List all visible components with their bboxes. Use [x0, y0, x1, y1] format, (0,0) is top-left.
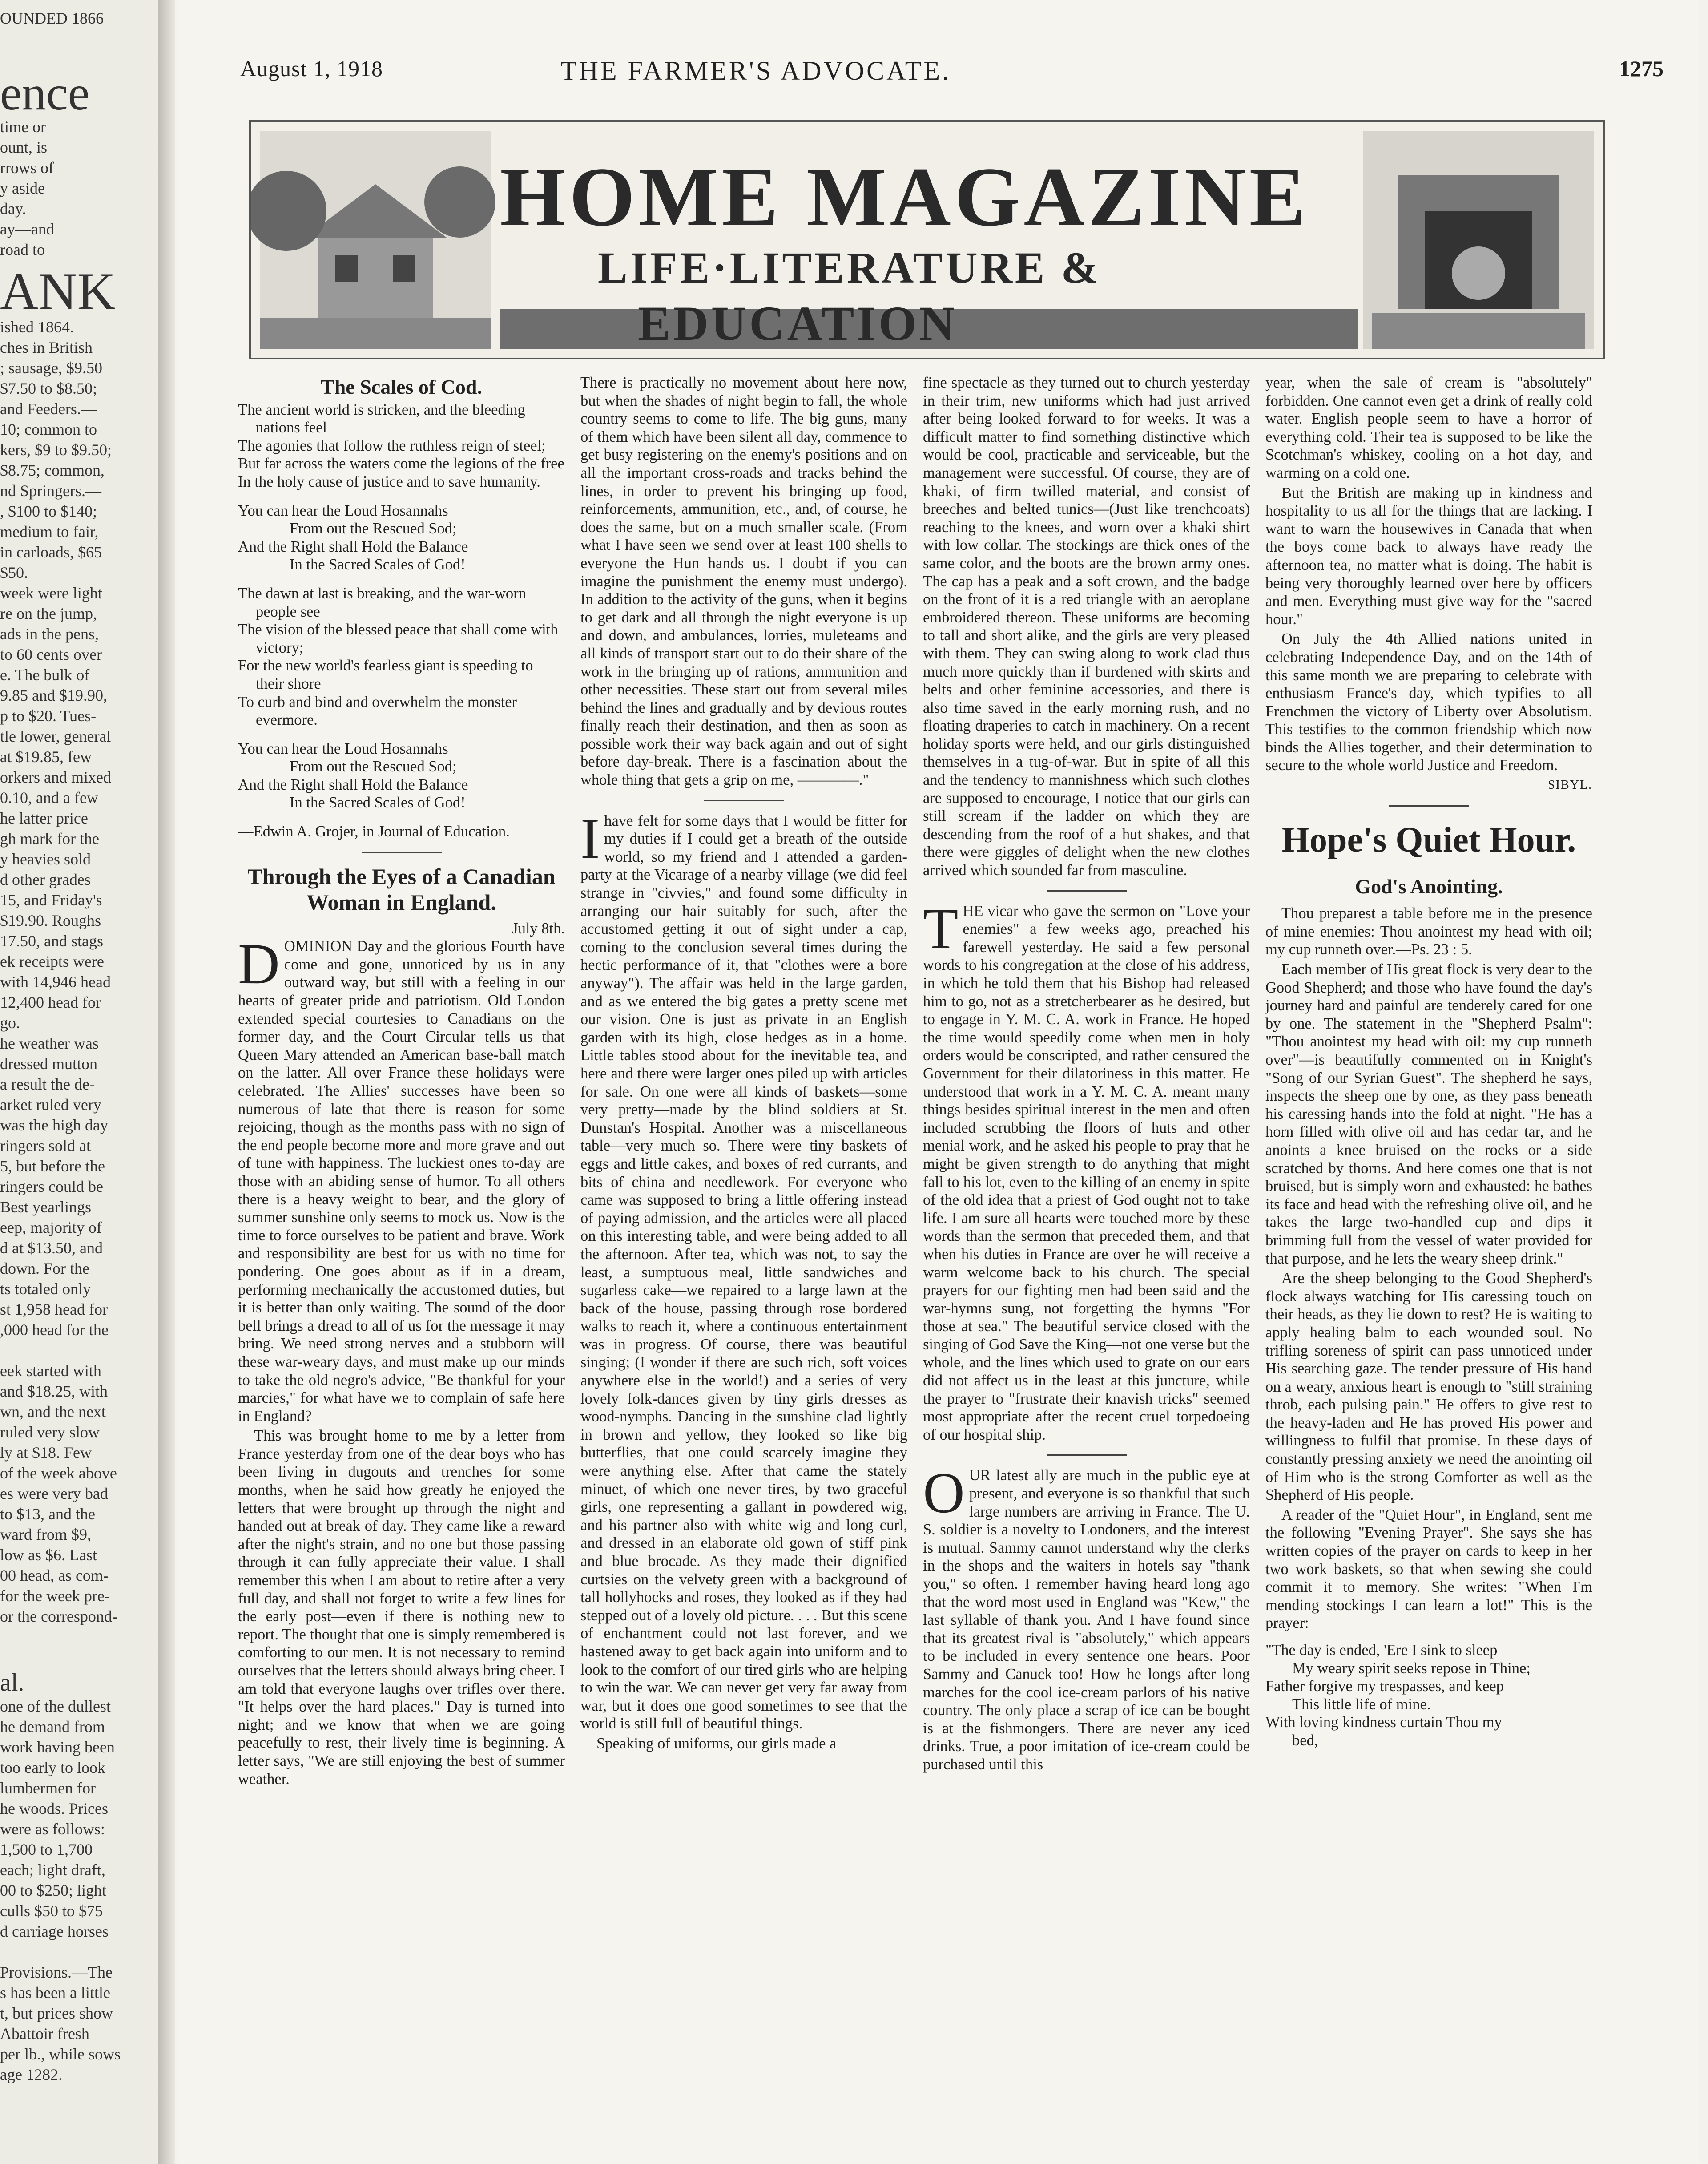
section-title: Hope's Quiet Hour.: [1281, 820, 1576, 860]
facing-page-text: he demand from: [0, 1718, 105, 1736]
facing-page-text: too early to look: [0, 1759, 105, 1776]
facing-page-text: lumbermen for: [0, 1779, 96, 1797]
poem-stanza: [238, 502, 565, 574]
facing-page-text: ; sausage, $9.50: [0, 359, 102, 377]
facing-page-text: ay—and: [0, 220, 54, 238]
newspaper-page: [178, 0, 1699, 2164]
facing-page-text: for the week pre-: [0, 1587, 110, 1605]
article-title: Through the Eyes of a Canadian Woman in England.: [247, 864, 556, 915]
prayer-line: "The day is ended, 'Ere I sink to sleep: [1265, 1642, 1498, 1659]
facing-page-text: re on the jump,: [0, 605, 97, 622]
poem-line: The ancient world is stricken, and the bleeding nations feel: [238, 401, 525, 436]
facing-page-text: of the week above: [0, 1464, 117, 1482]
article-paragraph: On July the 4th Allied nations united in celebrating Independence Day, and on the 14th of this same month we are preparing to celebrate with enthusiasm France's day, which typifies to all Frenchmen the victory of Liberty over Absolutism. This testifies to the common friendship which now binds the Allies together, and their determination to secure to the whole world Justice and Freedom.: [1265, 630, 1592, 774]
article-paragraph: Speaking of uniforms, our girls made a: [596, 1735, 837, 1752]
epigraph: Thou preparest a table before me in the presence of mine enemies: Thou anointest my head with oil; my cup runneth over.—Ps. 23 : 5.: [1265, 905, 1592, 958]
sermon-paragraph: Each member of His great flock is very dear to the Good Shepherd; and those who have found the day's journey hard and painful are tenderely cared for one by one. The statement in the "Shepherd Psalm": "Thou anointest my head with oil: my cup runneth over"—is beautifully commented on in Knight's "Song of our Syrian Guest". The shepherd he says, inspects the sheep one by one, as they pass beneath his caressing hands into the fold at night. "He has a horn filled with olive oil and has cedar tar, and he anoints a knee bruised on the rocks or a side scratched by thorns. And here comes one that is not bruised, but is simply worn and exhausted: he bathes its face and head with the refreshing olive oil, and he takes the large two-handled cup and dips it brimming full from the vessel of water provided for that purpose, and he lets the weary sheep drink.": [1265, 961, 1592, 1267]
facing-page-text: ringers could be: [0, 1178, 103, 1195]
facing-page-text: d other grades: [0, 871, 91, 888]
article-paragraph: But the British are making up in kindness and hospitality to us all for the things that are lacking. I want to warn the housewives in Canada that when the boys come back to always have ready the afternoon tea, no matter what is doing. The habit is being very thoroughly learned over here by officers and men. Everything must give way for the "sacred hour.": [1265, 484, 1592, 628]
article-paragraph: year, when the sale of cream is "absolutely" forbidden. One cannot even get a drink of really cold water. English people seem to have a horror of everything cold. Their tea is supposed to be like the Scotchman's whiskey, cooling on a hot day, and warming on a cold one.: [1265, 374, 1592, 481]
poem-line: And the Right shall Hold the Balance: [238, 538, 468, 555]
divider: [362, 852, 442, 853]
facing-page-text: each; light draft,: [0, 1861, 105, 1879]
column-2: [580, 374, 907, 1755]
facing-page-text: 12,400 head for: [0, 993, 101, 1011]
prayer-line: My weary spirit seeks repose in Thine;: [1292, 1659, 1531, 1677]
facing-page-text: OUNDED 1866: [0, 9, 104, 27]
facing-page-text: Best yearlings: [0, 1198, 91, 1216]
facing-page-text: age 1282.: [0, 2066, 62, 2083]
facing-page-text: down. For the: [0, 1260, 89, 1277]
sermon-title: God's Anointing.: [1355, 875, 1503, 898]
poem-line: The vision of the blessed peace that shall come with victory;: [238, 621, 558, 656]
article-paragraph: THE vicar who gave the sermon on "Love your enemies" a few weeks ago, preached his farewell yesterday. He said a few personal words to his congregation at the close of his address, in which he told them that his Bishop had released him to go, not as a stretcherbearer as he desired, but to engage in Y. M. C. A. work in France. He hoped the time would speedily come when men in holy orders would be conscripted, and rather censured the Government for their dilatoriness in this matter. He understood that work in a Y. M. C. A. meant many things besides spiritual interest in the men and often included scrubbing the floors of huts and other menial work, and he asked his people to pray that he might be given strength to do anything that might fall to his lot, even to the killing of an enemy in spite of the old idea that a priest of God ought not to take life. I am sure all hearts were touched more by these words than the sermon that preceded them, and that when his duties in France are over he will receive a warm welcome back to his church. The special prayers for our fighting men had been said and the war-hymns sung, not forgetting the hymns "For those at sea." The beautiful service closed with the singing of God Save the King—not one verse but the whole, and the lines which used to grate on our ears did not affect us in the least at this juncture, while the prayer to "frustrate their knavish tricks" seemed most appropriate after the recent cruel torpedoeing of our hospital ship.: [923, 896, 1250, 1443]
article-paragraph: This was brought home to me by a letter from France yesterday from one of the dear boys who has been living in dugouts and trenches for some months, when he said how greatly he enjoyed the letters that were brought up through the night and handed out at break of day. They came like a reward after the night's strain, and no one but those passing through it can fully appreciate their value. I shall remember this when I am about to retire after a very full day, and shall not forget to write a few lines for the early post—even if there is nothing new to report. The thought that one is simply remembered is comforting to our men. It is not necessary to remind ourselves that the letters should always bring cheer. I am told that everyone laughs over trifles over there. "It helps over the hard places." Day is turned into night; and we know that when we are going peacefully to rest, their lively time is beginning. A letter says, "We are still enjoying the best of summer weather.: [238, 1427, 565, 1788]
facing-page-text: or the correspond-: [0, 1607, 117, 1625]
facing-page-text: to 60 cents over: [0, 646, 102, 663]
facing-page-text: ,000 head for the: [0, 1321, 109, 1339]
prayer-line: Father forgive my trespasses, and keep: [1265, 1678, 1504, 1695]
poem-line: In the Sacred Scales of God!: [290, 794, 466, 812]
home-magazine-masthead: [249, 120, 1605, 359]
facing-page-text: with 14,946 head: [0, 973, 111, 991]
facing-page-text: ek receipts were: [0, 953, 104, 970]
facing-page-text: s has been a little: [0, 1984, 110, 2002]
facing-page-text: he latter price: [0, 809, 88, 827]
poem-line: You can hear the Loud Hosannahs: [238, 502, 448, 519]
facing-page-text: ruled very slow: [0, 1423, 100, 1441]
poem-stanza: [238, 585, 565, 729]
facing-page-text: eep, majority of: [0, 1219, 102, 1236]
column-3: [923, 374, 1250, 1776]
column-1: [238, 374, 565, 1790]
facing-page-text: eek started with: [0, 1362, 101, 1380]
poem-line: The agonies that follow the ruthless reign of steel;: [238, 437, 546, 454]
poem-line: For the new world's fearless giant is speeding to their shore: [238, 657, 533, 692]
poem-stanza: [238, 401, 565, 491]
divider: [1389, 805, 1469, 807]
article-paragraph: Ihave felt for some days that I would be fitter for my duties if I could get a breath of the outside world, so my friend and I attended a garden-party at the Vicarage of a nearby village (we did feel strange in "civvies," and found some difficulty in arranging our hair suitably for such, after the accustomed getting it out of sight under a cap, coming to the conclusion several times during the hectic performance of it, that "clothes were a bore anyway"). The affair was held in the large garden, and as we entered the big gates a pretty scene met our vision. One is just as private in an English garden with its high, close hedges as in a home. Little tables stood about for the inevitable tea, and here and there were larger ones piled up with articles for sale. On one were all kinds of baskets—some very pretty—made by the blind soldiers at St. Dunstan's Hospital. Another was a miscellaneous table—very much so. There were tiny baskets of eggs and little cakes, and boxes of red currants, and bits of china and needlework. For everyone who came was supposed to bring a little offering instead of paying admission, and the articles were all placed on this interesting table, and were being added to all the afternoon. After tea, which was not, to say the least, a sumptuous meal, little sandwiches and sugarless cake—we repaired to a large lawn at the back of the house, passing through rose bordered walks to reach it, where a continuous entertainment was in progress. Of course, there was beautiful singing; (I wonder if there are such rich, soft voices anywhere else in the world!) and a series of very lovely folk-dances given by tiny girls dresses as wood-nymphs. Dancing in the sunshine clad lightly in brown and yellow, they looked so like big butterflies, that one could scarcely imagine they were anything else. After that came the stately minuet, of which one never tires, by two graceful girls, one representing a gallant in powdered wig, and his partner also with white wig and long curl, and dressed in an elaborate old gown of stiff pink and blue brocade. As they made their dignified curtsies on the velvety green with a background of tall hollyhocks and roses, they looked as if they had stepped out of a lovely old picture. . . . But this scene of enchantment could not last forever, and we hastened away to get back again into uniform and to look to the comfort of our tired girls who are helping to win the war. We can never get very far away from war, but it does one good sometimes to see that the world is still full of beautiful things.: [580, 806, 907, 1732]
poem-line: From out the Rescued Sod;: [290, 758, 457, 775]
facing-page-text: $19.90. Roughs: [0, 912, 101, 929]
facing-page-text: ringers sold at: [0, 1137, 91, 1155]
divider: [704, 800, 784, 801]
facing-page-text: culls $50 to $75: [0, 1902, 103, 1920]
facing-page-text: one of the dullest: [0, 1697, 111, 1715]
facing-page-text: and $18.25, with: [0, 1382, 108, 1400]
sermon-paragraph: Are the sheep belonging to the Good Shepherd's flock always watching for His caressing touch on their heads, as they lie down to rest? He is waiting to apply healing balm to each wounded soul. No trifling soreness of spirit can pass unnoticed under His searching gaze. The tender pressure of His hand on a weary, anxious heart is enough to "still straining throb, each pulsing pain." He offers to give rest to the heavy-laden and He has proved His power and willingness to fulfil that promise. In these days of constantly pressing anxiety we need the anointing oil of Him who is the strong Comforter as well as the Shepherd of His people.: [1265, 1270, 1592, 1504]
poem-line: You can hear the Loud Hosannahs: [238, 740, 448, 757]
facing-page-text: kers, $9 to $9.50;: [0, 441, 112, 459]
masthead-title: HOME MAGAZINE: [500, 150, 1309, 244]
facing-page-text: e. The bulk of: [0, 666, 90, 684]
facing-page-text: $7.50 to $8.50;: [0, 380, 97, 397]
facing-page-text: Abattoir fresh: [0, 2025, 89, 2043]
facing-page-text: 1,500 to 1,700: [0, 1841, 93, 1858]
column-4: [1265, 374, 1592, 1750]
facing-page-text: he woods. Prices: [0, 1800, 108, 1817]
facing-page-text: y heavies sold: [0, 850, 91, 868]
facing-page-text: ished 1864.: [0, 318, 74, 336]
facing-page-text: orkers and mixed: [0, 768, 111, 786]
facing-page-text: tle lower, general: [0, 727, 111, 745]
facing-page-text: wn, and the next: [0, 1403, 106, 1421]
facing-page-text: Provisions.—The: [0, 1963, 113, 1981]
facing-page-text: 5, but before the: [0, 1157, 105, 1175]
facing-page-text: 17.50, and stags: [0, 932, 103, 950]
facing-page-text: y aside: [0, 179, 45, 197]
facing-page-text: ads in the pens,: [0, 625, 99, 643]
facing-page-text: medium to fair,: [0, 523, 99, 541]
facing-page-text: st 1,958 head for: [0, 1300, 108, 1318]
facing-page-text: p to $20. Tues-: [0, 707, 97, 725]
facing-page-text: arket ruled very: [0, 1096, 101, 1114]
facing-page-text: $50.: [0, 564, 28, 581]
facing-page-text: ts totaled only: [0, 1280, 91, 1298]
issue-date: August 1, 1918: [240, 56, 383, 81]
facing-page-text: d carriage horses: [0, 1922, 109, 1940]
facing-page-text: was the high day: [0, 1116, 108, 1134]
prayer-line: This little life of mine.: [1292, 1696, 1431, 1713]
divider: [1047, 890, 1127, 892]
facing-page-text: work having been: [0, 1738, 115, 1756]
facing-page-text: 10; common to: [0, 420, 97, 438]
facing-page-text: to $13, and the: [0, 1505, 95, 1523]
publication-name: THE FARMER'S ADVOCATE.: [560, 56, 951, 85]
facing-page-text: d at $13.50, and: [0, 1239, 103, 1257]
poem-line: But far across the waters come the legions of the free: [238, 455, 564, 472]
facing-page-text: 00 to $250; light: [0, 1881, 107, 1899]
facing-page-text: 0.10, and a few: [0, 789, 98, 807]
facing-page-text: he weather was: [0, 1034, 99, 1052]
facing-page-text: ly at $18. Few: [0, 1444, 92, 1462]
facing-page-text: ward from $9,: [0, 1526, 91, 1543]
facing-page-text: ount, is: [0, 138, 48, 156]
author-signature: SIBYL.: [1548, 778, 1592, 792]
poem-credit: —Edwin A. Grojer, in Journal of Education.: [238, 823, 510, 840]
article-paragraph: There is practically no movement about here now, but when the shades of night begin to fall, the whole country seems to come to life. The big guns, many of them which have been silent all day, commence to get busy registering on the enemy's positions and on all the important cross-roads and tracks behind the lines, in order to prevent his bringing up food, reinforcements, ammunition, etc., and, of course, he does the same, but on a much smaller scale. (From what I have seen we send over at least 100 shells to everyone the Hun hands us. I doubt if you can imagine the punishment the enemy must undergo). In addition to the activity of the guns, when it begins to get dark and all through the night everyone is up and down, and ambulances, lorries, muleteams and all kinds of transport start out to do their share of the work in the bringing up of rations, ammunition and other necessities. These start out from several miles behind the lines and gradually and by devious routes finally reach their destination, and then as soon as possible work their way back again and out of sight before day-break. There is a fascination about the whole thing that gets a grip on me, ————.": [580, 374, 907, 789]
running-head: [240, 56, 1664, 91]
facing-page-text: ANK: [0, 262, 116, 321]
facing-page-text: day.: [0, 200, 26, 218]
masthead-subtitle-2: EDUCATION: [638, 296, 958, 351]
facing-page-text: per lb., while sows: [0, 2045, 121, 2063]
facing-page-text: t, but prices show: [0, 2004, 113, 2022]
facing-page-text: at $19.85, few: [0, 748, 92, 766]
divider: [1047, 1454, 1127, 1456]
poem-body: [238, 401, 565, 812]
poem-stanza: [238, 740, 565, 812]
facing-page-text: a result the de-: [0, 1075, 95, 1093]
page-number: 1275: [1619, 56, 1664, 81]
facing-page-text: low as $6. Last: [0, 1546, 97, 1564]
page-gutter: [158, 0, 175, 2164]
facing-page-text: rrows of: [0, 159, 54, 177]
facing-page-text: es were very bad: [0, 1485, 108, 1502]
poem-title: The Scales of Cod.: [321, 375, 482, 398]
facing-page-text: road to: [0, 241, 45, 258]
poem-line: The dawn at last is breaking, and the war-worn people see: [238, 585, 526, 620]
facing-page-edge: [0, 0, 160, 2164]
poem-line: And the Right shall Hold the Balance: [238, 776, 468, 793]
poem-line: To curb and bind and overwhelm the monster evermore.: [238, 693, 517, 729]
prayer: [1265, 1641, 1592, 1750]
facing-page-text: dressed mutton: [0, 1055, 97, 1073]
article-paragraph: fine spectacle as they turned out to church yesterday in their trim, new uniforms which had just arrived after being looked forward to for weeks. It was a difficult matter to find something distinctive which would be cool, practicable and serviceable, but the management were successful. Of course, they are of khaki, of firm twilled material, and consist of breeches and belted tunics—(Just like trenchcoats) reaching to the knees, and worn over a khaki shirt with low collar. The stockings are thick ones of the same color, and the boots are the brown army ones. The cap has a peak and a soft crown, and the badge on the front of it is a red triangle with an aeroplane embroidered thereon. These uniforms are becoming to tall and short alike, and the girls are very pleased with them. They can swing along to work clad thus much more quickly than if burdened with skirts and belts and other feminine accessories, and there is also time saved in the early morning rush, and no floating draperies to catch in machinery. On a recent holiday sports were held, and our girls distinguished themselves in a tug-of-war. But in spite of all this and the tendency to mannishness which such clothes are supposed to encourage, I notice that our girls can still scream if the ladder on which they are descending from the roof of a hut shakes, and that there were giggles of delight when the new clothes arrived which sounded far from masculine.: [923, 374, 1250, 879]
facing-page-text: 9.85 and $19.90,: [0, 686, 107, 704]
facing-page-text: and Feeders.—: [0, 400, 97, 418]
prayer-line: bed,: [1292, 1732, 1318, 1749]
facing-page-text: go.: [0, 1014, 20, 1032]
facing-page-text: 00 head, as com-: [0, 1566, 109, 1584]
facing-page-text: time or: [0, 118, 46, 136]
masthead-subtitle-1: LIFE·LITERATURE &: [598, 243, 1101, 292]
facing-page-text: , $100 to $140;: [0, 502, 97, 520]
article-dateline: July 8th.: [512, 920, 565, 937]
facing-page-text: ches in British: [0, 339, 93, 356]
facing-page-text: in carloads, $65: [0, 543, 102, 561]
sermon-paragraph: A reader of the "Quiet Hour", in England, sent me the following "Evening Prayer". She says she has written copies of the prayer on cards to keep in her two work baskets, so that when sewing she could commit it to memory. She writes: "When I'm mending stockings I can learn a lot!" This is the prayer:: [1265, 1506, 1592, 1632]
facing-page-text: were as follows:: [0, 1820, 105, 1838]
poem-line: In the Sacred Scales of God!: [290, 556, 466, 573]
facing-page-text: ence: [0, 66, 90, 120]
article-paragraph: OUR latest ally are much in the public eye at present, and everyone is so thankful that such large numbers are arriving in France. The U. S. soldier is a novelty to Londoners, and the interest is mutual. Sammy cannot understand why the clerks in the shops and the waiters in hotels say "thank you," so often. I remember having heard long ago that the word most used in England was "Kew," the last syllable of thank you. And I have found since that its greatest rival is "absolutely," which appears to be included in every sentence one hears. Poor Sammy and Canuck too! How he longs after long marches for the cool ice-cream parlors of his native country. The only place a scrap of ice can be bought is at the fishmongers. There are never any iced drinks. True, a poor imitation of ice-cream could be purchased until this: [923, 1461, 1250, 1773]
facing-page-text: $8.75; common,: [0, 461, 105, 479]
facing-page-text: week were light: [0, 584, 102, 602]
poem-line: From out the Rescued Sod;: [290, 520, 457, 537]
article-paragraph: DOMINION Day and the glorious Fourth have come and gone, unnoticed by us in any outward way, but still with a feeling in our hearts of greater pride and patriotism. Old London extended special courtesies to Canadians on the former day, and the Court Circular tells us that Queen Mary attended an American base-ball match on the latter. All over France these holidays were celebrated. The Allies' successes have been so numerous of late that there is reason for some rejoicing, though as the months pass with no sign of the end people become more and more grave and out of tune with happiness. The luckiest ones to-day are those with an abiding sense of humor. To all others there is a heavy weight to bear, and the glory of summer sunshine only seems to mock us. Now is the time to force ourselves to be patient and brave. Work and responsibility are best for us with no time for pondering. One goes about as if in a dream, performing mechanically the accustomed duties, but it is better than only waiting. The sound of the door bell brings a dread to all of us for the message it may bring. We need strong nerves and a stubborn will these war-weary days, and must make up our minds to take the old negro's advice, "Be thankful for your marcies," for what have we to complain of safe here in England?: [238, 932, 565, 1425]
facing-page-text: al.: [0, 1669, 24, 1696]
facing-page-text: nd Springers.—: [0, 482, 101, 500]
poem-line: In the holy cause of justice and to save humanity.: [238, 473, 540, 490]
prayer-line: With loving kindness curtain Thou my: [1265, 1714, 1502, 1731]
facing-page-text: gh mark for the: [0, 830, 99, 848]
facing-page-text: 15, and Friday's: [0, 891, 102, 909]
